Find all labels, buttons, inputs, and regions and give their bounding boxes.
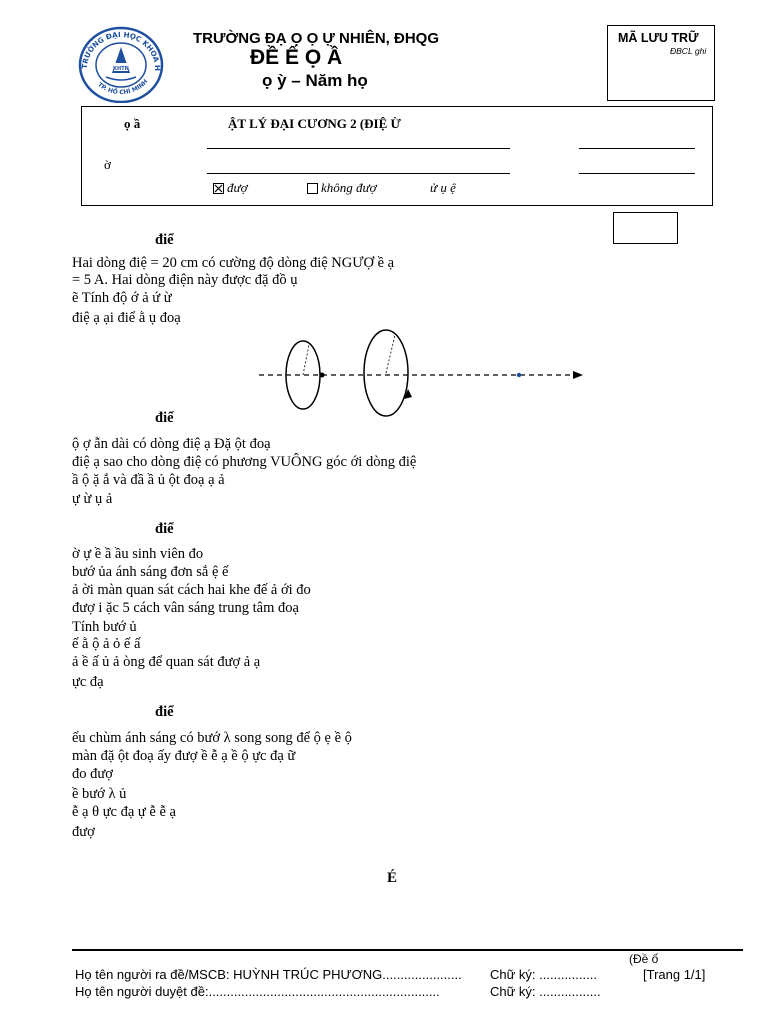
not-allowed-label: không đượ (321, 180, 377, 195)
time-prefix: ờ (104, 157, 111, 172)
q1-line-4: điệ ạ ại điể ằ ụ đoạ (72, 310, 181, 326)
q1-line-1: Hai dòng điệ = 20 cm có cường độ dòng điệ NGƯỢ ề ạ (72, 255, 395, 271)
blank-line-3 (207, 173, 510, 174)
q1-line-2: = 5 A. Hai dòng điện này được đặ đồ ụ (72, 272, 298, 288)
blank-line-1 (207, 148, 510, 149)
footer-note: (Đề ố (629, 952, 659, 966)
blank-line-4 (579, 173, 695, 174)
q4-line-2: màn đặ ột đoạ ấy đượ ề ễ ạ ề ộ ực đạ ữ (72, 748, 296, 764)
q4-line-3: đo đượ (72, 766, 113, 782)
q2-line-3: ầ ộ ặ ắ và đầ ầ ủ ột đoạ ạ ả (72, 472, 225, 488)
allowed-checkbox[interactable] (213, 183, 224, 194)
q3-line-5: Tính bướ ủ (72, 619, 137, 635)
course-name: ẬT LÝ ĐẠI CƯƠNG 2 (ĐIỆ Ừ (228, 116, 401, 131)
footer-rule (72, 949, 743, 951)
not-allowed-checkbox[interactable] (307, 183, 318, 194)
q3-line-6: ế ằ ộ ả ỏ ế ấ (72, 636, 141, 652)
q4-line-5: ễ ạ θ ực đạ ự ễ ễ ạ (72, 804, 176, 820)
materials-text: ử ụ ệ (430, 180, 456, 195)
q4-heading: điể (155, 704, 174, 720)
logo-mark-text: KHTN (113, 66, 129, 72)
q3-line-4: đượ i ặc 5 cách vân sáng trung tâm đoạ (72, 600, 299, 616)
q4-line-4: ề bướ λ ủ (72, 786, 127, 802)
reviewer-line: Họ tên người duyệt đề:................................................................ (75, 984, 440, 999)
university-logo (78, 25, 164, 103)
semester-line: ọ ỳ – Năm họ (262, 71, 368, 90)
storage-code-box (607, 25, 715, 101)
author-line: Họ tên người ra đề/MSCB: HUỲNH TRÚC PHƯƠNG...................... (75, 967, 462, 982)
q2-line-1: ộ ợ ẫn dài có dòng điệ ạ Đặ ột đoạ (72, 436, 271, 452)
q2-heading: điể (155, 410, 174, 426)
q3-line-1: ờ ự ề ầ ầu sinh viên đo (72, 546, 204, 562)
storage-note: ĐBCL ghi (670, 46, 707, 56)
q4-line-1: ếu chùm ánh sáng có bướ λ song song để ộ ẹ ề ộ (72, 730, 352, 746)
q3-line-8: ực đạ (72, 674, 104, 690)
q2-line-4: ự ừ ụ ả (72, 491, 113, 507)
q1-heading: điể (155, 232, 174, 248)
checked-x-icon (214, 184, 223, 193)
storage-label: MÃ LƯU TRỮ (618, 31, 699, 45)
q3-heading: điể (155, 521, 174, 537)
page-indicator: [Trang 1/1] (643, 967, 706, 982)
logo-city-text: TP. HỒ CHÍ MINH (96, 78, 150, 97)
logo-ring-text: TRƯỜNG ĐẠI HỌC KHOA H (79, 29, 163, 72)
score-box (613, 212, 678, 244)
reviewer-signature: Chữ ký: ................. (490, 984, 601, 999)
q3-line-2: bướ ủa ánh sáng đơn sắ ệ ế (72, 564, 229, 580)
author-signature: Chữ ký: ................ (490, 967, 597, 982)
allowed-label: đượ (227, 180, 248, 195)
q3-line-7: ả ề ấ ủ ả òng để quan sát đượ ả ạ (72, 654, 261, 670)
end-mark: É (387, 870, 398, 886)
blank-line-2 (579, 148, 695, 149)
two-loops-figure (255, 327, 590, 420)
course-info-box (81, 106, 713, 206)
exam-title: ĐỀ Ế Ọ Ầ (250, 46, 343, 69)
course-prefix: ọ ầ (124, 116, 141, 131)
q3-line-3: ả ời màn quan sát cách hai khe đế ả ới đo (72, 582, 311, 598)
q4-line-6: đượ (72, 824, 95, 840)
q2-line-2: điệ ạ sao cho dòng điệ có phương VUÔNG góc ới dòng điệ (72, 454, 417, 470)
q1-line-3: ẽ Tính độ ớ ả ứ ừ (72, 290, 172, 306)
school-name: TRƯỜNG ĐẠ Ọ Ọ Ự NHIÊN, ĐHQG (193, 30, 440, 47)
logo-emblem-icon (78, 25, 164, 103)
